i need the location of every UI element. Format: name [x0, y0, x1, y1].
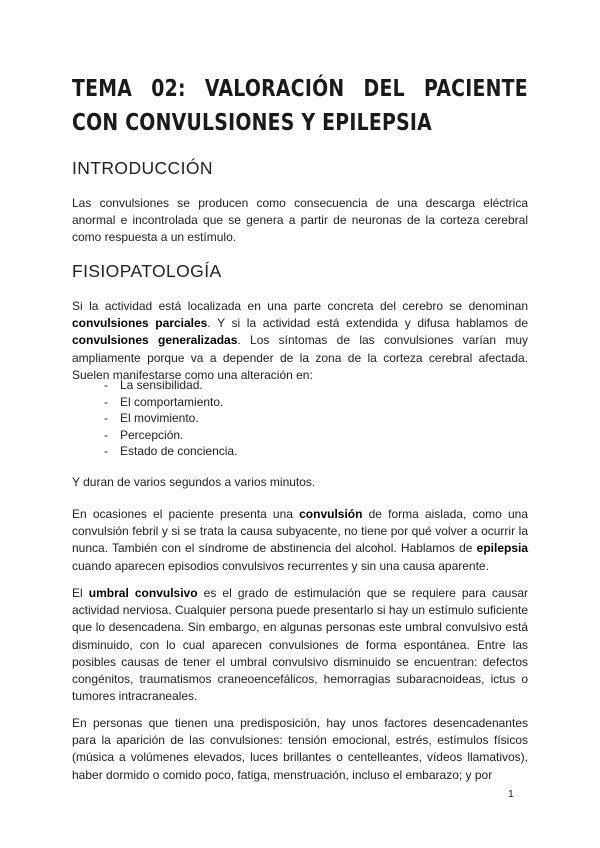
- paragraph-factores-desencadenantes: En personas que tienen una predisposición, hay unos factores desencadenantes para la aparición de las convulsiones: tensión emocional, estrés, estímulos físicos (música a volúmenes elevados, luces brillantes o centelleantes, vídeos llamativos), haber dormido o comido poco, fatiga, menstruación, incluso el embarazo; y por: [72, 716, 528, 782]
- bold-term: convulsiones parciales: [72, 316, 208, 331]
- page-title: TEMA 02: VALORACIÓN DEL PACIENTE CON CONVULSIONES Y EPILEPSIA: [72, 76, 528, 136]
- paragraph-convulsiones-tipos: Si la actividad está localizada en una parte concreta del cerebro se denominan convulsiones parciales. Y si la actividad está extendida y difusa hablamos de convulsiones generalizadas. Los síntomas de las convulsiones varían muy ampliamente porque va a depender de la zona de la corteza cerebral afectada. Suelen manifestarse como una alteración en:: [72, 299, 528, 382]
- bold-term: convulsiones generalizadas: [72, 333, 238, 348]
- bold-term: umbral convulsivo: [88, 586, 198, 600]
- list-item: - Percepción.: [72, 427, 237, 444]
- list-item: - El movimiento.: [72, 410, 237, 427]
- list-item: - La sensibilidad.: [72, 377, 237, 394]
- section-heading-introduccion: INTRODUCCIÓN: [72, 158, 213, 178]
- bold-term: convulsión: [299, 507, 363, 521]
- paragraph-epilepsia: En ocasiones el paciente presenta una convulsión de forma aislada, como una convulsión febril y si se trata la causa subyacente, no tiene por qué volver a ocurrir la nunca. También con el síndrome de abstinencia del alcohol. Hablamos de epilepsia cuando aparecen episodios convulsivos recurrentes y sin una causa aparente.: [72, 507, 528, 573]
- paragraph-umbral-convulsivo: El umbral convulsivo es el grado de estimulación que se requiere para causar actividad nerviosa. Cualquier persona puede presentarlo si hay un estímulo suficiente que lo desencadena. Sin embargo, en algunas personas este umbral convulsivo está disminuido, con lo cual aparecen convulsiones de forma espontánea. Entre las posibles causas de tener el umbral convulsivo disminuido se encuentran: defectos congénitos, traumatismos craneoencefálicos, hemorragias subaracnoideas, ictus o tumores intracraneales.: [72, 586, 528, 704]
- bold-term: epilepsia: [476, 541, 528, 556]
- symptoms-list: [72, 377, 237, 460]
- page-number: 1: [508, 788, 514, 800]
- intro-paragraph: Las convulsiones se producen como consecuencia de una descarga eléctrica anormal e incontrolada que se genera a partir de neuronas de la corteza cerebral como respuesta a un estímulo.: [72, 196, 528, 245]
- list-item: - El comportamiento.: [72, 394, 237, 411]
- section-heading-fisiopatologia: FISIOPATOLOGÍA: [72, 261, 222, 281]
- paragraph-duracion: Y duran de varios segundos a varios minutos.: [72, 475, 316, 489]
- list-item: - Estado de conciencia.: [72, 443, 237, 460]
